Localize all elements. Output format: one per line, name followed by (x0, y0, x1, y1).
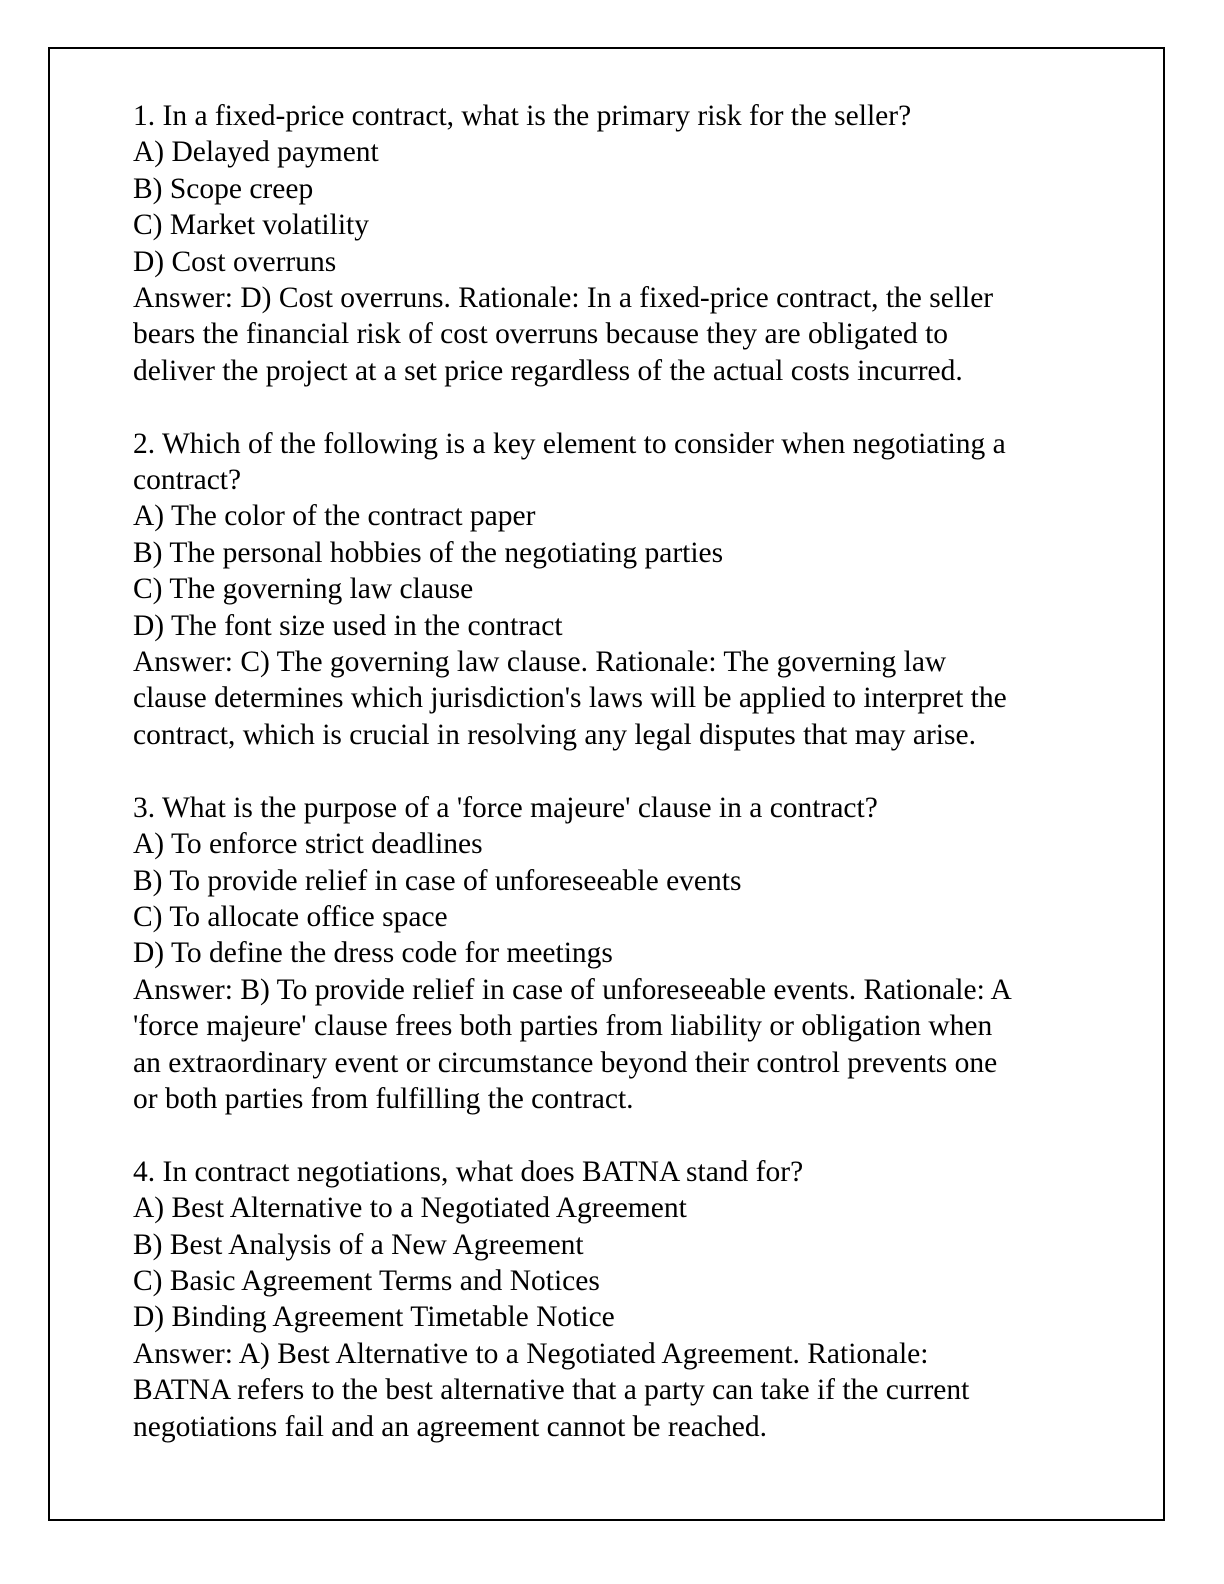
question-prompt: 3. What is the purpose of a 'force majeure' clause in a contract? (133, 791, 878, 824)
question-prompt: 2. Which of the following is a key element to consider when negotiating a (133, 427, 1006, 460)
answer-line: deliver the project at a set price regardless of the actual costs incurred. (133, 354, 963, 387)
option-d: D) Binding Agreement Timetable Notice (133, 1301, 615, 1334)
answer-line: Answer: D) Cost overruns. Rationale: In a fixed-price contract, the seller (133, 282, 994, 315)
option-d: D) The font size used in the contract (133, 609, 563, 642)
option-b: B) To provide relief in case of unforeseeable events (133, 864, 742, 897)
answer-line: an extraordinary event or circumstance beyond their control prevents one (133, 1046, 998, 1079)
question-prompt: 4. In contract negotiations, what does BATNA stand for? (133, 1155, 804, 1188)
question-3 (133, 790, 1093, 1118)
option-b: B) The personal hobbies of the negotiating parties (133, 536, 724, 569)
option-c: C) The governing law clause (133, 573, 474, 606)
answer-line: bears the financial risk of cost overruns because they are obligated to (133, 318, 949, 351)
answer-line: or both parties from fulfilling the contract. (133, 1082, 634, 1115)
option-c: C) Market volatility (133, 209, 369, 242)
answer-line: Answer: B) To provide relief in case of unforeseeable events. Rationale: A (133, 973, 1012, 1006)
option-a: A) The color of the contract paper (133, 500, 536, 533)
option-a: A) Best Alternative to a Negotiated Agreement (133, 1192, 687, 1225)
answer-line: Answer: C) The governing law clause. Rationale: The governing law (133, 646, 947, 679)
question-4 (133, 1154, 1093, 1445)
option-b: B) Scope creep (133, 172, 314, 205)
question-prompt: 1. In a fixed-price contract, what is the primary risk for the seller? (133, 100, 912, 132)
option-a: A) To enforce strict deadlines (133, 828, 483, 861)
option-d: D) To define the dress code for meetings (133, 937, 613, 970)
option-c: C) Basic Agreement Terms and Notices (133, 1264, 600, 1297)
document-body (133, 98, 1093, 1445)
answer-line: contract, which is crucial in resolving any legal disputes that may arise. (133, 718, 976, 751)
option-d: D) Cost overruns (133, 245, 337, 278)
answer-line: clause determines which jurisdiction's laws will be applied to interpret the (133, 682, 1007, 715)
question-prompt: contract? (133, 464, 242, 497)
option-a: A) Delayed payment (133, 136, 379, 169)
answer-line: Answer: A) Best Alternative to a Negotiated Agreement. Rationale: (133, 1337, 929, 1370)
answer-line: negotiations fail and an agreement cannot be reached. (133, 1410, 767, 1443)
question-1 (133, 98, 1093, 389)
answer-line: BATNA refers to the best alternative that a party can take if the current (133, 1374, 970, 1407)
option-c: C) To allocate office space (133, 900, 448, 933)
option-b: B) Best Analysis of a New Agreement (133, 1228, 584, 1261)
answer-line: 'force majeure' clause frees both parties from liability or obligation when (133, 1010, 993, 1043)
question-2 (133, 426, 1093, 754)
